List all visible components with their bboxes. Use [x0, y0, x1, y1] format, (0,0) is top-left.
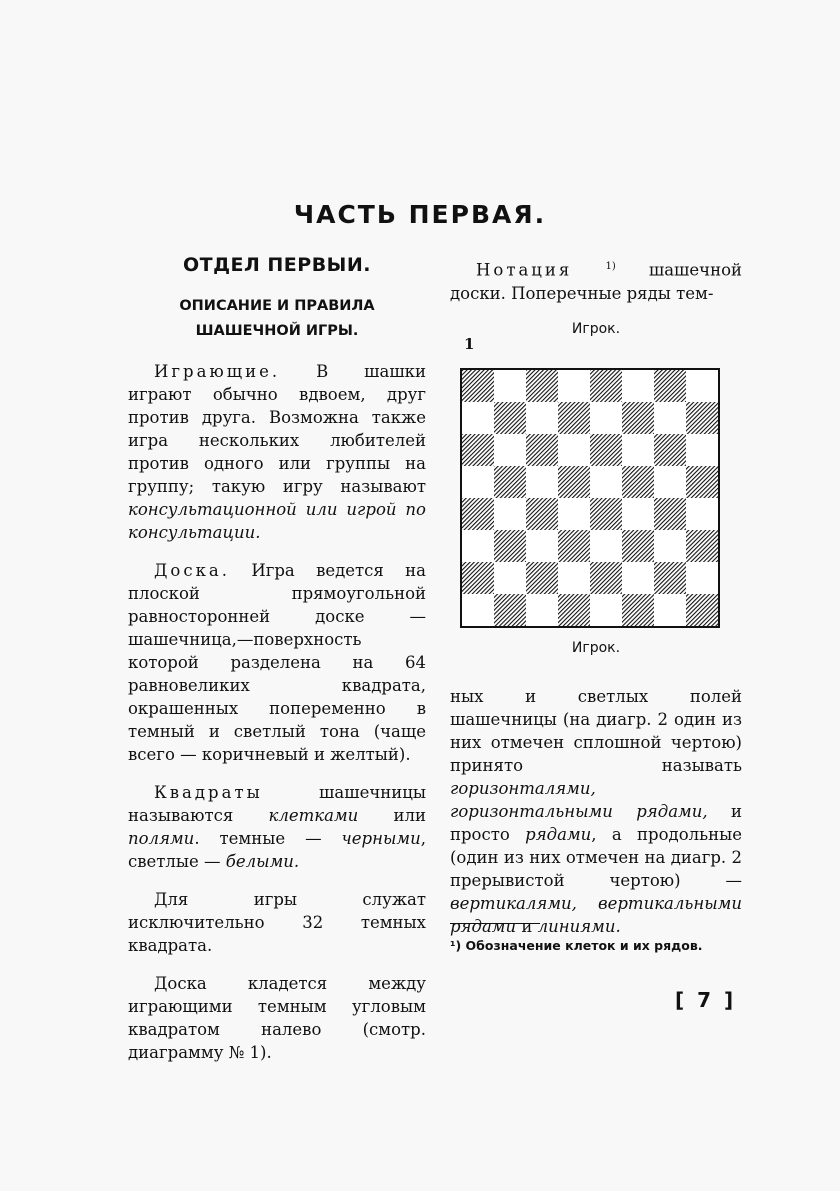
dark-square [526, 370, 558, 402]
dark-square [462, 370, 494, 402]
paragraph-rows: ных и светлых полей шашечницы (на диагр. 2 один из них отмечен сплошной чертою) принято называть горизонталями, горизонтальными рядами, и просто рядами, а продольные (один из них отмечен на диагр. 2 прерывистой чертою) — вертикалями, вертикальными рядами и линиями. [450, 687, 742, 936]
dark-square [686, 466, 718, 498]
page-number: [ 7 ] [675, 988, 737, 1012]
dark-square [558, 530, 590, 562]
diagram-number: 1 [464, 335, 475, 353]
player-top-label: Игрок. [571, 321, 621, 337]
dark-square [622, 594, 654, 626]
light-square [654, 466, 686, 498]
dark-square [590, 498, 622, 530]
dark-square [462, 562, 494, 594]
light-square [622, 370, 654, 402]
light-square [462, 530, 494, 562]
light-square [622, 434, 654, 466]
light-square [686, 498, 718, 530]
checkerboard-svg [462, 370, 718, 626]
light-square [526, 594, 558, 626]
paragraph-players: Играющие. В шашки играют обычно вдвоем, друг против друга. Возможна также игра нескольких любителей против одного или группы на группу; такую игру называют консультационной или игрой по консультации. [128, 362, 426, 542]
light-square [494, 434, 526, 466]
dark-square [526, 434, 558, 466]
paragraph-dark-squares: Для игры служат исключительно 32 темных квадрата. [128, 890, 426, 955]
dark-square [590, 434, 622, 466]
dark-square [462, 498, 494, 530]
light-square [558, 498, 590, 530]
light-square [494, 498, 526, 530]
light-square [558, 562, 590, 594]
light-square [558, 370, 590, 402]
dark-square [654, 562, 686, 594]
footnote: ¹) Обозначение клеток и их рядов. [450, 938, 703, 953]
paragraph-lead: Нотация [476, 260, 573, 280]
dark-square [622, 466, 654, 498]
light-square [462, 402, 494, 434]
light-square [654, 402, 686, 434]
paragraph-lead: Квадраты [154, 783, 263, 802]
light-square [494, 370, 526, 402]
dark-square [622, 402, 654, 434]
dark-square [558, 594, 590, 626]
dark-square [590, 562, 622, 594]
light-square [686, 370, 718, 402]
light-square [526, 466, 558, 498]
light-square [654, 530, 686, 562]
light-square [622, 498, 654, 530]
paragraph-notation: Нотация $^{1)}$ шашечной доски. Поперечные ряды тем- [450, 260, 742, 303]
dark-square [526, 498, 558, 530]
paragraph-lead: Доска. [154, 561, 230, 580]
paragraph-board-placement: Доска кладется между играющими темным угловым квадратом налево (смотр. диаграмму № 1). [128, 974, 426, 1062]
player-bottom-label: Игрок. [571, 640, 621, 656]
dark-square [494, 594, 526, 626]
footnote-divider [450, 923, 540, 924]
dark-square [462, 434, 494, 466]
dark-square [686, 402, 718, 434]
right-column [450, 255, 742, 953]
light-square [590, 594, 622, 626]
light-square [686, 434, 718, 466]
dark-square [494, 402, 526, 434]
light-square [590, 530, 622, 562]
dark-square [526, 562, 558, 594]
light-square [590, 402, 622, 434]
light-square [494, 562, 526, 594]
dark-square [686, 530, 718, 562]
light-square [590, 466, 622, 498]
dark-square [654, 434, 686, 466]
dark-square [494, 530, 526, 562]
light-square [686, 562, 718, 594]
light-square [558, 434, 590, 466]
dark-square [686, 594, 718, 626]
light-square [526, 530, 558, 562]
paragraph-board: Доска. Игра ведется на плоской прямоугольной равносторонней доске — шашечница,—поверхность которой разделена на 64 равновеликих квадрата, окрашенных попеременно в темный и светлый тона (чаще всего — коричневый и желтый). [128, 561, 426, 764]
light-square [654, 594, 686, 626]
footnote-ref: 1) [605, 261, 616, 272]
light-square [622, 562, 654, 594]
part-title: ЧАСТЬ ПЕРВАЯ. [293, 200, 547, 229]
dark-square [622, 530, 654, 562]
section-title: ОТДЕЛ ПЕРВЫИ. [182, 254, 371, 276]
dark-square [590, 370, 622, 402]
subsection-title: ОПИСАНИЕ И ПРАВИЛА ШАШЕЧНОЙ ИГРЫ. [179, 298, 375, 339]
dark-square [558, 402, 590, 434]
dark-square [654, 370, 686, 402]
paragraph-lead: Играющие. [154, 362, 281, 381]
paragraph-squares: Квадраты шашечницы называются клетками или полями. темные — черными, светлые — белыми. [128, 783, 426, 871]
light-square [462, 594, 494, 626]
dark-square [654, 498, 686, 530]
light-square [526, 402, 558, 434]
light-square [462, 466, 494, 498]
dark-square [558, 466, 590, 498]
checkerboard-diagram [460, 368, 720, 628]
left-column [128, 250, 426, 1079]
dark-square [494, 466, 526, 498]
